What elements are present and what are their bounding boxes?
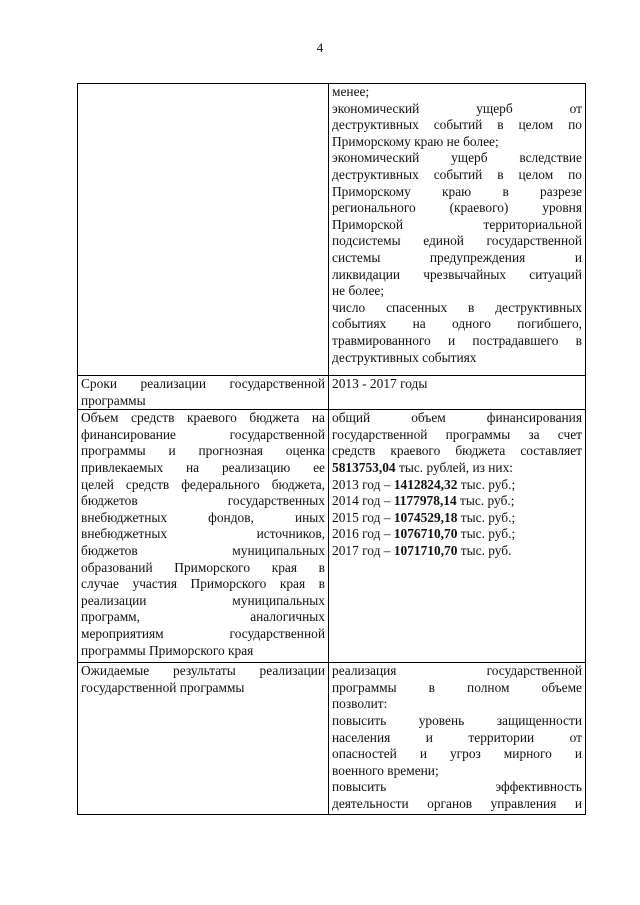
text-line: случае участия Приморского края в [81,576,325,592]
year-label: 2017 год – [332,542,391,558]
text-line: бюджетов государственных [81,493,325,509]
cell-results-label [78,663,329,815]
year-amount: 1177978,14 [393,493,457,509]
text-line: финансирование государственной [81,426,325,442]
text-line: государственной программы [81,679,245,695]
total-funding-amount: 5813753,04 [332,459,396,475]
year-unit: тыс. руб.; [460,526,516,542]
cell-results-values [329,663,586,815]
text-line: Сроки реализации государственной [81,376,325,391]
text-line: программ, аналогичных [81,609,325,625]
text-line: Приморскому краю в разрезе [332,183,582,199]
text-line: не более; [332,283,385,299]
year-funding-line [332,543,582,560]
text-line: общий объем финансирования [332,410,582,426]
text-line: программы и прогнозная оценка [81,443,325,459]
year-label: 2013 год – [332,476,391,492]
text-line: повысить уровень защищенности [332,712,582,728]
year-unit: тыс. руб.; [460,509,516,525]
cell-indicators-values [329,84,586,376]
text-line: регионального (краевого) уровня [332,200,582,216]
year-label: 2016 год – [332,526,391,542]
year-unit: тыс. руб.; [460,476,516,492]
table-row-indicators [78,84,586,376]
year-unit: тыс. руб. [460,542,512,558]
year-funding-line [332,526,582,543]
text-line: программы [81,392,146,408]
text-line: реализация государственной [332,663,582,679]
text-line: населения и территории от [332,729,582,745]
text-line: Ожидаемые результаты реализации [81,663,325,679]
text-line: Приморскому краю не более; [332,133,499,149]
text-line: деструктивных событиях [332,349,477,365]
text-line: опасностей и угроз мирного и [332,746,582,762]
text-line: экономический ущерб от [332,100,582,116]
text-line: привлекаемых на реализацию ее [81,459,325,475]
text-line: военного времени; [332,762,439,778]
text-line: деятельности органов управления и [332,795,582,811]
table-row-timeframe [78,376,586,410]
year-amount: 1071710,70 [393,542,458,558]
text-line: травмированного и пострадавшего в [332,332,582,348]
text-line: государственной программы за счет [332,426,582,442]
text-line: число спасенных в деструктивных [332,299,582,315]
page-number: 4 [316,40,324,55]
cell-funding-label [78,410,329,663]
cell-timeframe-label [78,376,329,410]
text-line: деструктивных событий в целом по [332,166,582,182]
year-label: 2015 год – [332,509,391,525]
text-line: средств краевого бюджета составляет [332,443,582,459]
table-row-results [78,663,586,815]
text-line: системы предупреждения и [332,249,582,265]
table-row-funding [78,410,586,663]
text-line: позволит: [332,696,388,712]
text-line: программы в полном объеме [332,679,582,695]
text-line: внебюджетных фондов, иных [81,509,325,525]
year-funding-line [332,510,582,527]
year-funding-line [332,477,582,494]
text-line: 2013 - 2017 годы [332,376,428,391]
year-amount: 1412824,32 [393,476,458,492]
program-passport-table [77,83,586,815]
text-line: повысить эффективность [332,779,582,795]
year-funding-line [332,493,582,510]
total-funding-line [332,460,582,477]
text-line: бюджетов муниципальных [81,542,325,558]
text-line: мероприятиям государственной [81,625,325,641]
total-funding-suffix: тыс. рублей, из них: [398,459,514,475]
cell-timeframe-value [329,376,586,410]
text-line: образований Приморского края в [81,559,325,575]
text-line: Приморской территориальной [332,216,582,232]
text-line: экономический ущерб вследствие [332,150,582,166]
text-line: событиях на одного погибшего, [332,316,582,332]
year-unit: тыс. руб.; [460,493,515,509]
text-line: менее; [332,84,370,99]
text-line: внебюджетных источников, [81,526,325,542]
text-line: реализации муниципальных [81,592,325,608]
text-line: ликвидации чрезвычайных ситуаций [332,266,582,282]
text-line: подсистемы единой государственной [332,233,582,249]
cell-funding-values [329,410,586,663]
text-line: Объем средств краевого бюджета на [81,410,325,426]
text-line: целей средств федерального бюджета, [81,476,325,492]
text-line: программы Приморского края [81,642,254,658]
year-amount: 1076710,70 [393,526,458,542]
year-amount: 1074529,18 [393,509,458,525]
cell-indicators-label [78,84,329,376]
year-label: 2014 год – [332,493,391,509]
text-line: деструктивных событий в целом по [332,117,582,133]
